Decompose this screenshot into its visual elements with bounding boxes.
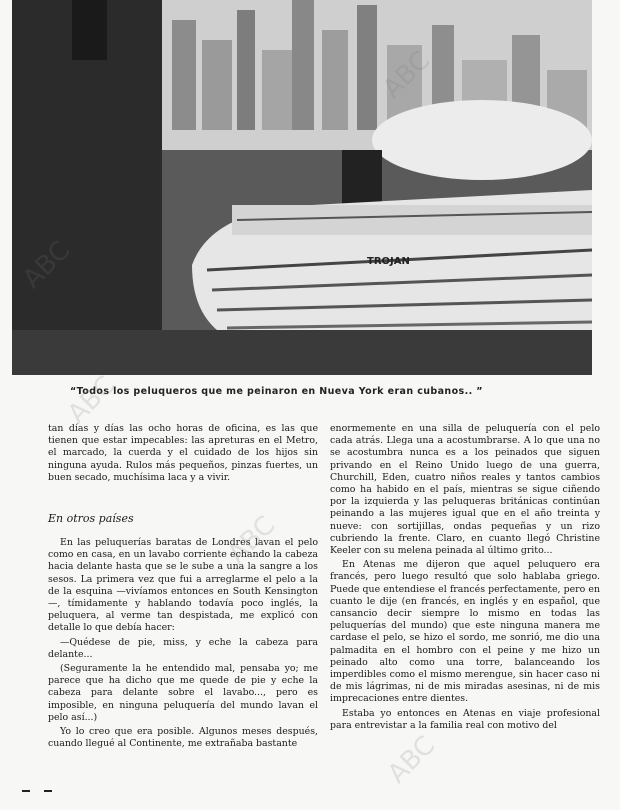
print-mark bbox=[44, 790, 52, 792]
ship-name-banner: TROJAN bbox=[367, 256, 410, 267]
paragraph: En Atenas me dijeron que aquel peluquero era francés, pero luego resultó que solo hablaba griego. Puede que entendiese el francés perfectamente, pero en cuanto le dije (en francés, en inglés y en español, que cansancio decir siempre lo mismo en todas las peluquerías del mundo) que este ninguna manera me cardase el pelo, se hizo el sordo, me sonrió, me dio una palmadita en el hombro con el peine y me hizo un peinado alto como una torre, balanceando los imperdibles como el mismo merengue, sin hacer caso ni de mis lágrimas, ni de mis miradas asesinas, ni de mis imprecaciones entre dientes. bbox=[330, 559, 600, 705]
paragraph: En las peluquerías baratas de Londres lavan el pelo como en casa, en un lavabo corriente echando la cabeza hacia delante hasta que se le sube a una la sangre a los sesos. La primera vez que fui a arreglarme el pelo a la de la esquina —vivíamos entonces en South Kensington—, tímidamente y hablando todavía poco inglés, la peluquera, al verme tan despistada, me explicó con detalle lo que debía hacer: bbox=[48, 537, 318, 634]
left-column-bottom bbox=[48, 537, 318, 752]
harbor-photograph bbox=[12, 0, 592, 375]
photo-caption: “Todos los peluqueros que me peinaron en Nueva York eran cubanos.. ” bbox=[70, 386, 483, 397]
paragraph: Yo lo creo que era posible. Algunos meses después, cuando llegué al Continente, me extrañaba bastante bbox=[48, 726, 318, 750]
left-column-top bbox=[48, 423, 318, 486]
section-subheading: En otros países bbox=[48, 512, 134, 525]
paragraph: enormemente en una silla de peluquería con el pelo cada atrás. Llega una a acostumbrarse. A lo que una no se acostumbra nunca es a los peinados que siguen privando en el Reino Unido luego de una guerra, Churchill, Eden, cuatro niños reales y tantos cambios como ha habido en el país, mientras se sigue ciñendo por la izquierda y las peluqueras británicas continúan peinando a las mujeres igual que en el año treinta y nueve: con sortijillas, ondas pequeñas y un rizo cubriendo la frente. Claro, en cuanto llegó Christine Keeler con su melena peinada al último grito... bbox=[330, 423, 600, 557]
right-column bbox=[330, 423, 600, 734]
print-mark bbox=[22, 790, 30, 792]
paragraph: —Quédese de pie, miss, y eche la cabeza para delante... bbox=[48, 636, 318, 660]
paragraph: tan días y días las ocho horas de oficina, es las que tienen que estar impecables: las apreturas en el Metro, el marcado, la cuerda y el cuidado de los hijos sin ninguna ayuda. Rulos más pequeños, pinzas fuertes, un buen secado, muchísima laca y a vivir. bbox=[48, 423, 318, 483]
paragraph: (Seguramente la he entendido mal, pensaba yo; me parece que ha dicho que me quede de pie y eche la cabeza para delante sobre el lavabo..., pero es imposible, en ninguna peluquería del mundo lavan el pelo así...) bbox=[48, 663, 318, 723]
paragraph: Estaba yo entonces en Atenas en viaje profesional para entrevistar a la familia real con motivo del bbox=[330, 707, 600, 731]
ocean-liner-new-york-skyline bbox=[12, 0, 592, 375]
watermark: ABC bbox=[222, 510, 282, 570]
watermark: ABC bbox=[382, 730, 442, 790]
watermark: ABC bbox=[62, 370, 122, 430]
